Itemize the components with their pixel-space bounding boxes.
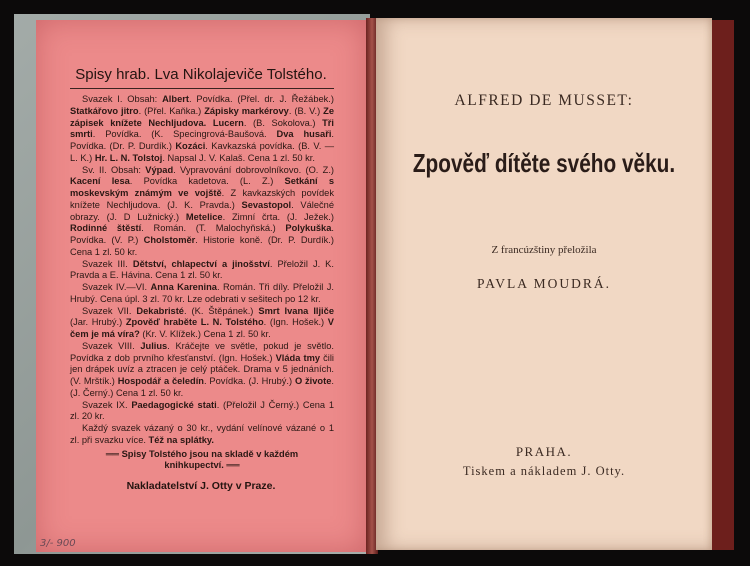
- work-title: Albert: [162, 94, 189, 104]
- work-title: Anna Karenina: [150, 282, 217, 292]
- work-title: Sevastopol: [241, 199, 292, 210]
- heading-rule: [70, 88, 334, 89]
- volume-entry: [70, 282, 334, 306]
- entry-text: . Zimní črta. (J. Ježek.): [222, 211, 334, 222]
- pencil-note: 3/- 900: [40, 538, 76, 549]
- entry-text: . Povídka. (Přel. dr. J. Řežábek.): [188, 94, 334, 104]
- work-title: Výpad: [145, 164, 174, 175]
- entry-text: . Z kavkazských povídek knížete Nechljudova. (J. K. Pravda.): [70, 188, 334, 210]
- work-title: Metelice: [185, 211, 223, 222]
- entry-text: Svazek I. Obsah:: [82, 94, 163, 104]
- work-title: Zápisky markérovy: [204, 105, 289, 116]
- entry-text: . Román. Tři díly. Přeložil J. Hrubý. Cena úpl. 3 zl. 70 kr. Lze odebrati v sešitech po 12 kr.: [70, 282, 334, 304]
- entry-text: . Povídka kadetova. (L. Z.): [129, 176, 285, 187]
- entry-text: . Povídka. (V. P.): [70, 223, 334, 245]
- entry-text: čili jen drápek uvíz a ztracen je celý ptáček. Drama v 5 jednáních. (V. Mrštík.): [70, 352, 334, 386]
- entry-text: Svazek VIII.: [82, 340, 141, 351]
- work-title: Hospodář a čeledín: [117, 376, 204, 386]
- entry-text: . Román. (T. Malochyňská.): [141, 223, 286, 234]
- work-title: Dva husaři: [276, 129, 332, 140]
- work-title: Setkání s moskevským známým ve vojště: [70, 176, 334, 198]
- entry-text: . Válečné obrazy. (J. D Lužnický.): [70, 199, 334, 222]
- entry-text: . Napsal J. V. Kalaš. Cena 1 zl. 50 kr.: [162, 152, 315, 163]
- entry-text: Svazek III.: [82, 258, 133, 269]
- entry-text: . Povídka. (J. Hrubý.): [204, 376, 295, 386]
- work-title: Ze zápisek knížete Nechljudova. Lucern: [70, 105, 334, 128]
- work-title: Hr. L. N. Tolstoj: [94, 152, 163, 163]
- work-title: O živote: [294, 376, 332, 386]
- right-cover-edge: [712, 20, 734, 550]
- entry-text: . (K. Štěpánek.): [183, 305, 259, 316]
- entry-text: . (B. V.): [288, 105, 324, 116]
- work-title: Polykuška: [285, 223, 332, 234]
- work-title: Paedagogické stati: [131, 399, 217, 410]
- volume-entry: [70, 306, 334, 341]
- work-title: Dětství, chlapectví a jinošství: [132, 258, 270, 269]
- work-title: Zpověď hraběte L. N. Tolstého: [125, 317, 264, 328]
- entry-text: Svazek IX.: [82, 399, 132, 410]
- work-title: Rodinné štěstí: [70, 223, 142, 234]
- volume-entry: [70, 165, 334, 259]
- entry-text: (Jar. Hrubý.): [70, 317, 126, 328]
- work-title: Smrt Ivana Iljiče: [258, 305, 334, 316]
- entry-text: . (J. Černý.) Cena 1 zl. 50 kr.: [70, 376, 334, 398]
- entry-text: . Kavkazská povídka. (B. V. — L. K.): [70, 141, 334, 163]
- series-heading: Spisy hrab. Lva Nikolajeviče Tolstého.: [75, 66, 327, 83]
- work-title: Cholstoměr: [143, 235, 196, 245]
- entry-text: Každý svazek vázaný o 30 kr., vydání velínové vázané o 1 zl. při svazku více.: [70, 423, 334, 445]
- entry-text: . Přeložil J. K. Pravda a E. Hávina. Cena 1 zl. 50 kr.: [70, 258, 334, 281]
- series-volume-list: [70, 94, 334, 472]
- publisher-line: Nakladatelství J. Otty v Praze.: [126, 480, 276, 492]
- entry-text: . (B. Sokolova.): [243, 117, 323, 128]
- entry-text: . (Ign. Hošek.): [263, 317, 328, 328]
- translation-note: Z francúzštiny přeložila: [491, 244, 597, 256]
- book-title: Zpověď dítěte svého věku.: [412, 148, 676, 178]
- entry-text: . Povídka. (Dr. P. Durdík.): [70, 129, 335, 151]
- volume-entry: [70, 259, 334, 283]
- work-title: Kozáci: [175, 141, 206, 151]
- entry-text: . Historie koně. (Dr. P. Durdík.) Cena 1 zl. 50 kr.: [70, 235, 334, 257]
- volume-entry: [70, 341, 334, 400]
- entry-text: Svazek VII.: [82, 305, 137, 316]
- work-title: Tři smrti: [70, 117, 334, 140]
- availability-notice: ══ Spisy Tolstého jsou na skladě v každém knihkupectví. ══: [105, 448, 299, 471]
- volume-entry: [70, 400, 334, 424]
- volume-entry: [70, 94, 334, 165]
- entry-text: Svazek IV.—VI.: [82, 282, 151, 292]
- entry-text: (Kr. V. Klížek.) Cena 1 zl. 50 kr.: [139, 329, 271, 339]
- author-name: ALFRED DE MUSSET:: [454, 92, 634, 109]
- imprint-printer: Tiskem a nákladem J. Otty.: [462, 464, 626, 478]
- entry-text: . Povídka. (K. Specingrová-Baušová.: [92, 129, 277, 140]
- entry-text: . (Přeložil J Černý.) Cena 1 zl. 20 kr.: [70, 399, 334, 422]
- volume-entry: [70, 423, 334, 447]
- translator-name: PAVLA MOUDRÁ.: [476, 276, 612, 291]
- work-title: V čem je má víra?: [70, 317, 334, 339]
- entry-text: . (Přel. Kaňka.): [138, 105, 205, 116]
- work-title: Kacení lesa: [70, 176, 130, 187]
- work-title: Dekabristé: [136, 305, 184, 316]
- imprint-city: PRAHA.: [515, 444, 573, 459]
- entry-text: Sv. II. Obsah:: [82, 164, 146, 175]
- work-title: Vláda tmy: [275, 352, 321, 363]
- entry-text: . Vypravování dobrovolníkovo. (O. Z.): [173, 164, 335, 175]
- work-title: Julius: [140, 340, 168, 351]
- work-title: Statkářovo jitro: [70, 105, 139, 116]
- entry-text: . Kráčejte ve světle, pokud je světlo. Povídka z dob prvního křesťanství. (Ign. Hošek.): [70, 340, 334, 363]
- work-title: Též na splátky.: [148, 434, 214, 445]
